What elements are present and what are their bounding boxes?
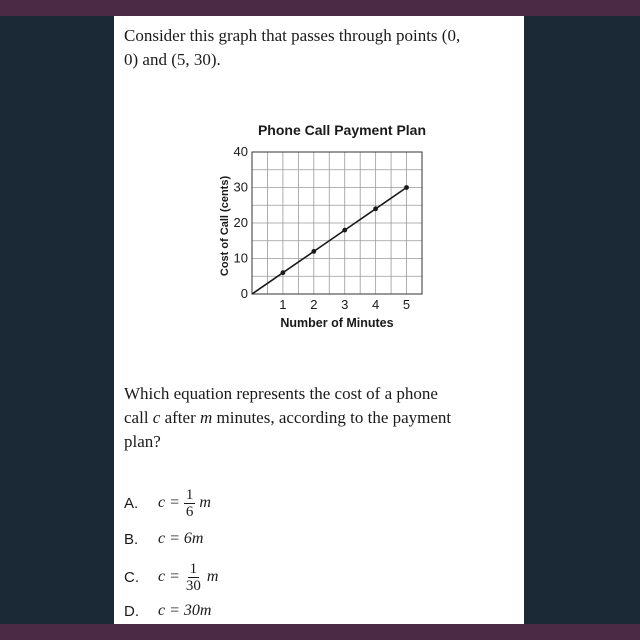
x-tick-label: 5 [402, 297, 411, 312]
choice-c[interactable] [124, 562, 218, 592]
y-tick-label: 20 [233, 215, 248, 230]
x-tick-label: 4 [372, 297, 380, 312]
choice-equation: c = 6m [158, 530, 204, 547]
fraction-denominator: 30 [185, 577, 201, 594]
variable-c: c [152, 408, 161, 427]
question-text [124, 382, 524, 454]
choice-equation [158, 487, 211, 520]
fraction [184, 561, 203, 594]
equation-rhs: m [206, 568, 219, 585]
prompt-line-2: 0) and (5, 30). [124, 50, 221, 69]
choice-equation [158, 561, 218, 594]
equation-rhs: m [199, 494, 211, 511]
data-point [342, 228, 347, 233]
x-tick-label: 3 [341, 297, 349, 312]
y-tick-label: 40 [233, 144, 248, 159]
data-point [373, 206, 378, 211]
choice-letter: C. [124, 568, 139, 586]
question-line-2c: minutes, according to the payment [212, 408, 452, 427]
x-tick-label: 2 [310, 297, 318, 312]
choice-letter: D. [124, 602, 139, 620]
x-tick-label: 1 [279, 297, 287, 312]
choice-a[interactable] [124, 488, 211, 518]
question-page [114, 16, 524, 624]
question-line-1: Which equation represents the cost of a phone [124, 384, 438, 403]
choice-letter: A. [124, 494, 139, 512]
y-tick-label: 30 [233, 179, 248, 195]
choice-equation: c = 30m [158, 602, 212, 619]
x-axis-label: Number of Minutes [280, 316, 394, 330]
fraction-numerator: 1 [189, 560, 198, 577]
data-point [311, 249, 316, 254]
y-tick-label: 0 [240, 286, 248, 301]
question-line-2a: call [124, 408, 153, 427]
fraction-denominator: 6 [185, 503, 194, 520]
equation-lhs: c = [158, 494, 180, 511]
y-tick-label: 10 [233, 250, 248, 266]
question-line-3: plan? [124, 432, 161, 451]
fraction [184, 487, 196, 520]
data-point [404, 185, 409, 190]
choice-d[interactable] [124, 596, 211, 624]
chart-plot [192, 116, 452, 346]
equation-lhs: c = [158, 568, 180, 585]
data-point [281, 270, 286, 275]
chart [192, 116, 452, 346]
question-line-2b: after [160, 408, 200, 427]
prompt-line-1: Consider this graph that passes through points (0, [124, 26, 461, 45]
y-axis-label: Cost of Call (cents) [219, 175, 231, 277]
prompt-text [124, 24, 522, 72]
choice-b[interactable] [124, 524, 203, 554]
variable-m: m [199, 408, 213, 427]
chart-title: Phone Call Payment Plan [257, 122, 427, 138]
fraction-numerator: 1 [185, 486, 194, 503]
choice-letter: B. [124, 530, 139, 548]
